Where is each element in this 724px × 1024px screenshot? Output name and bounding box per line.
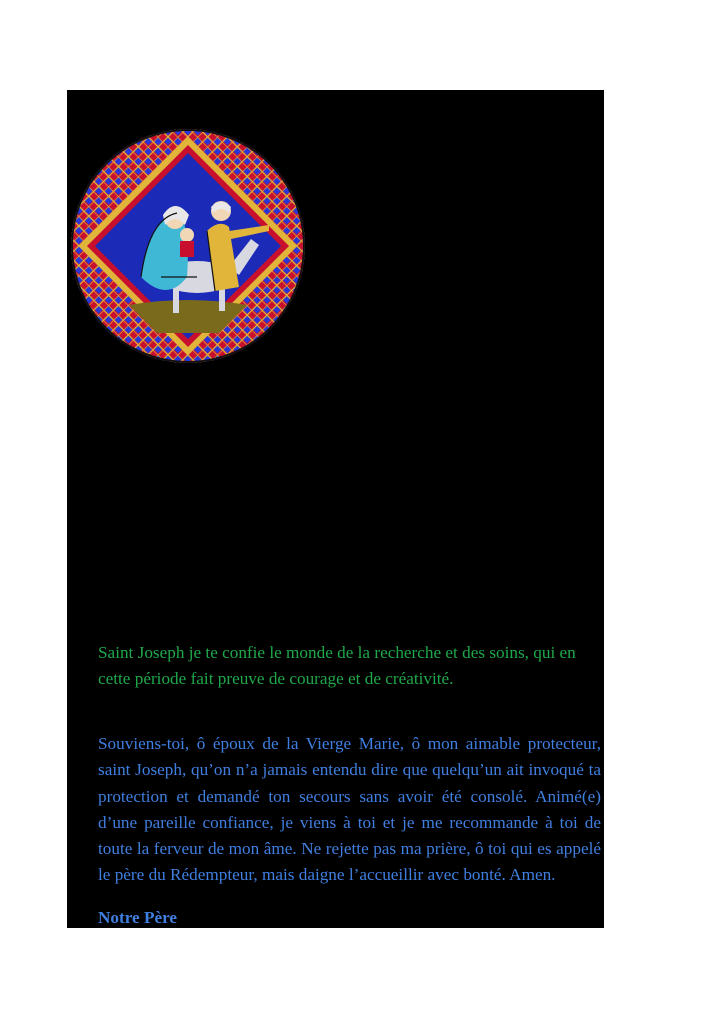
closing-title: Notre Père <box>98 908 178 927</box>
prayer-paragraph: Souviens-toi, ô époux de la Vierge Marie, ô mon aimable protecteur, saint Joseph, qu’on n’a jamais entendu dire que quelqu’un ait invoqué ta protection et demandé ton secours sans avoir été consolé. Animé(e) d’une pareille confiance, je viens à toi et je me recommande à toi de toute la ferveur de mon âme. Ne rejette pas ma prière, ô toi qui es appelé le père du Rédempteur, mais daigne l’accueillir avec bonté. Amen. <box>98 734 601 885</box>
intro-paragraph: Saint Joseph je te confie le monde de la recherche et des soins, qui en cette période fait preuve de courage et de créativité. <box>98 643 576 689</box>
stained-glass-icon <box>69 127 307 365</box>
stained-glass-window-image <box>69 127 307 365</box>
black-content-panel <box>67 90 604 928</box>
